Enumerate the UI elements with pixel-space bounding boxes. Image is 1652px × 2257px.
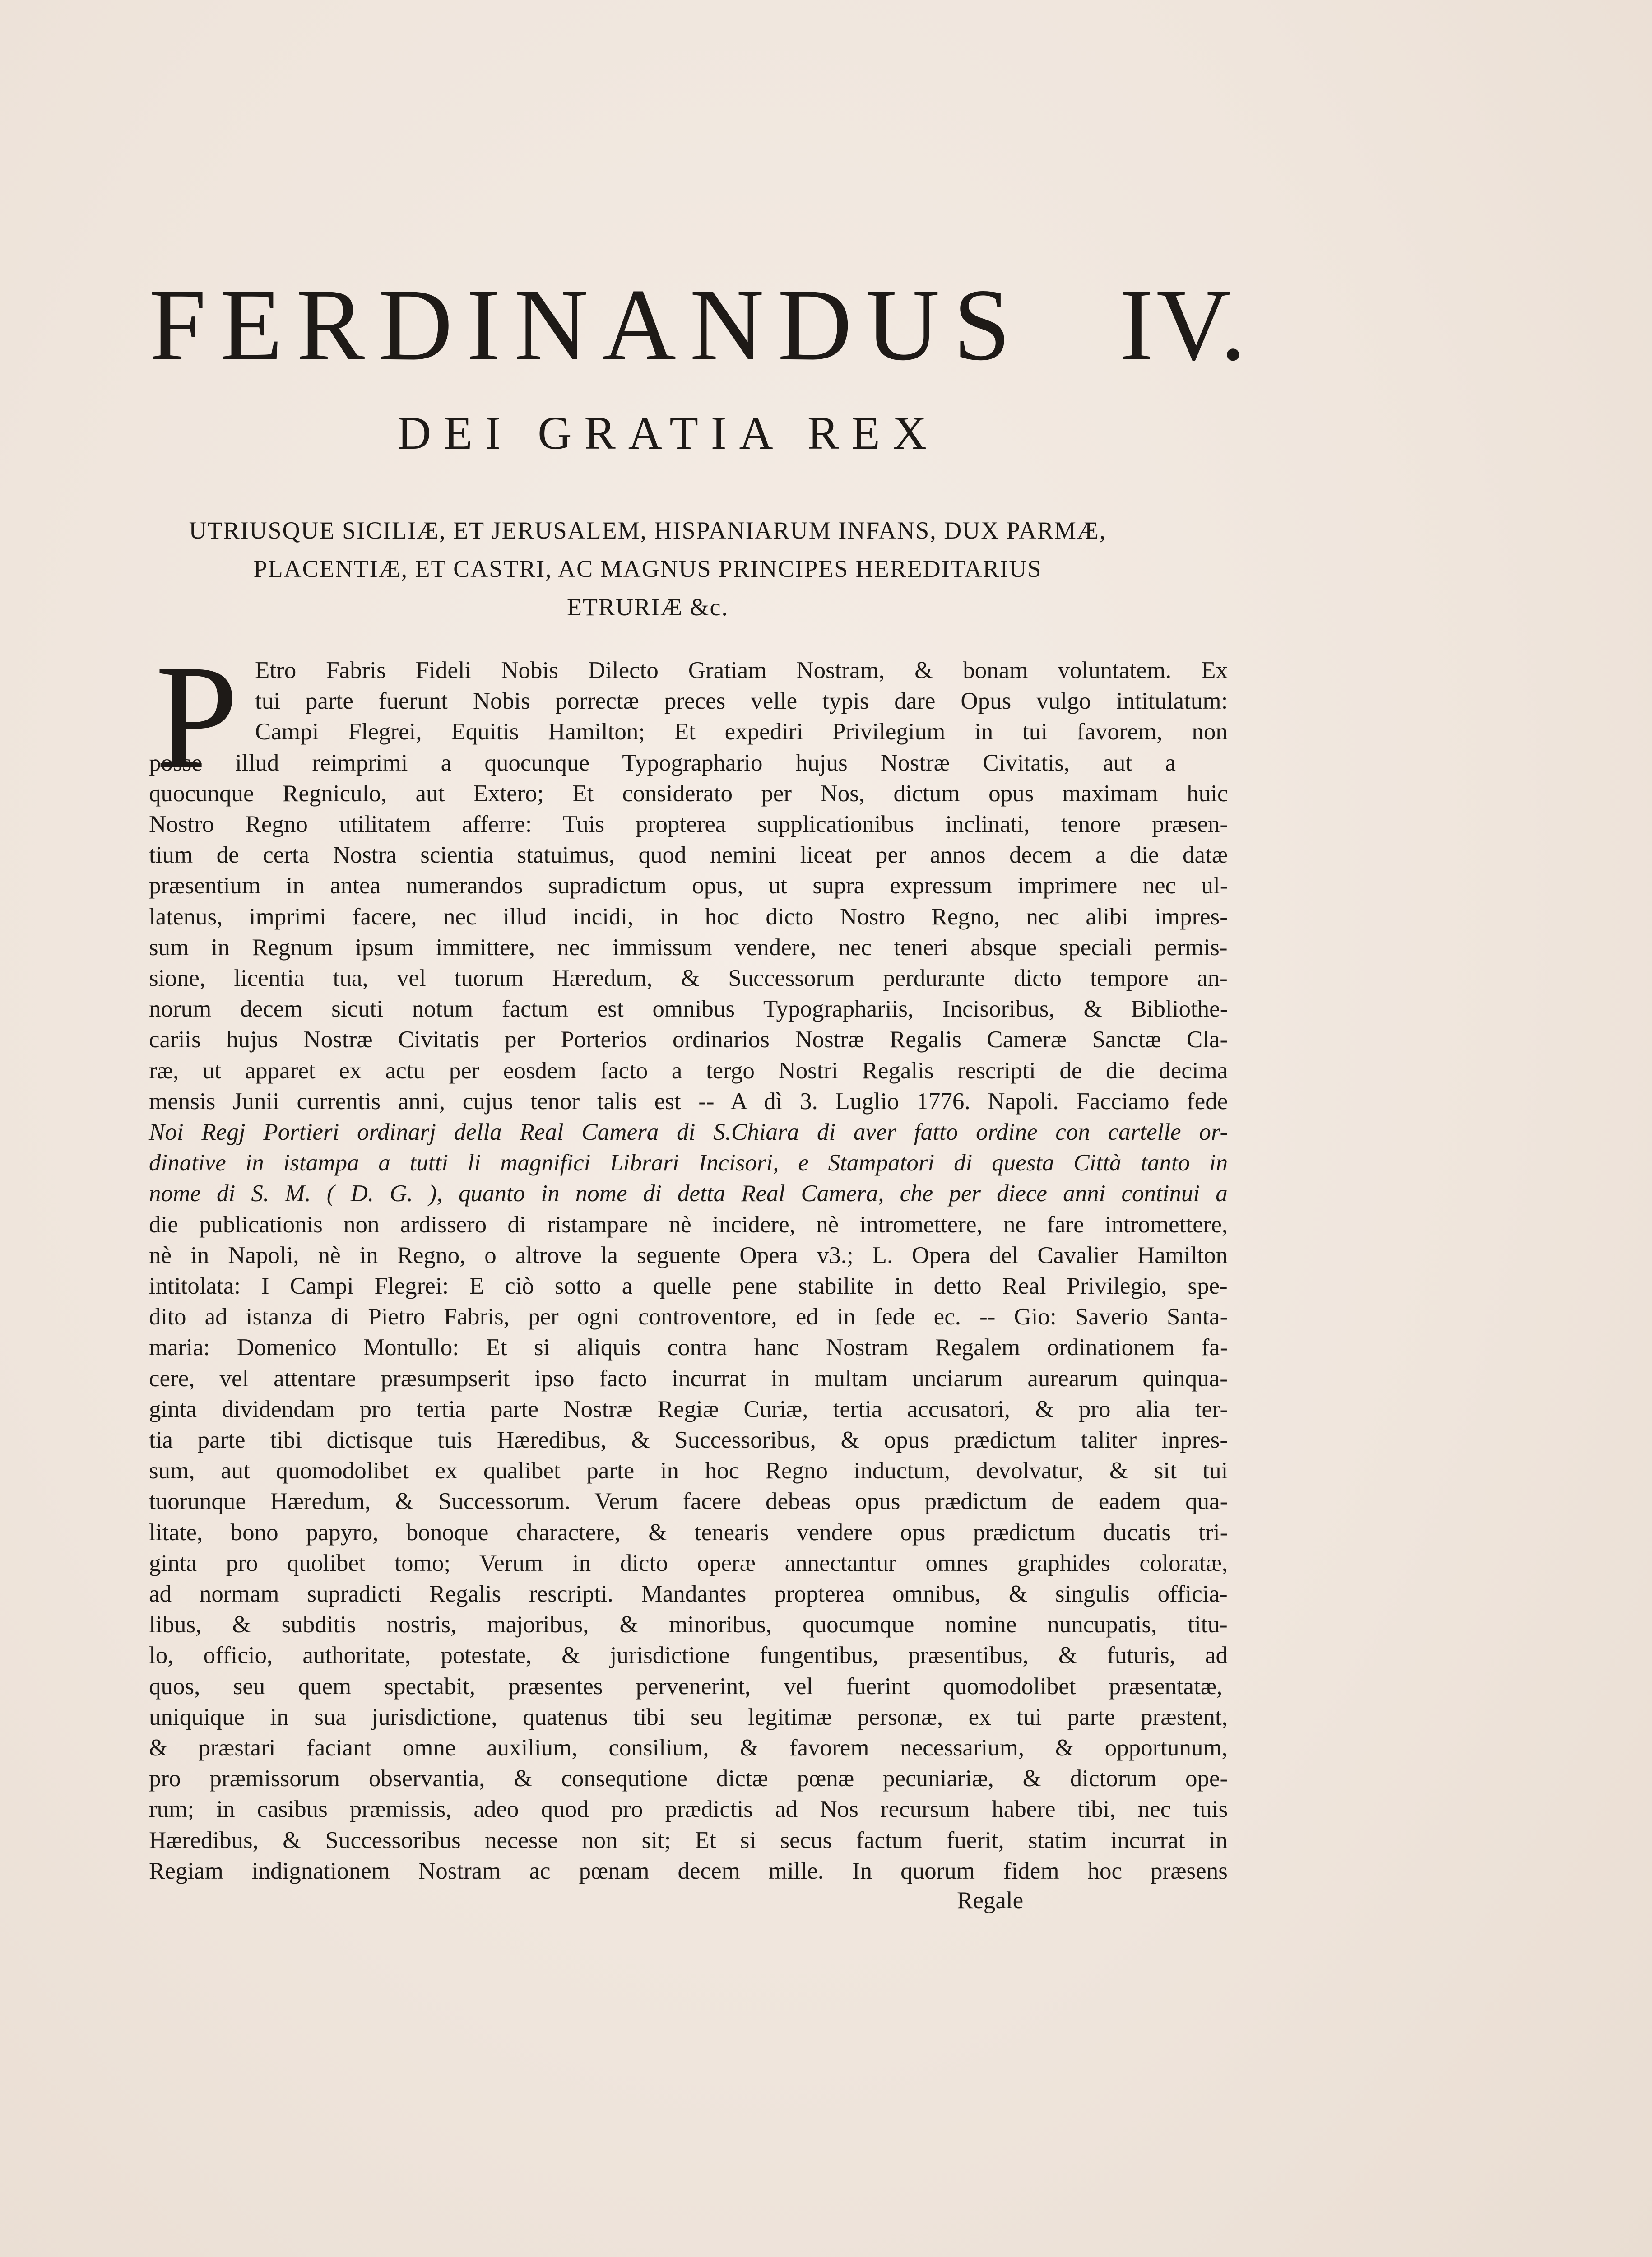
decree-line: nome di S. M. ( D. G. ), quanto in nome di detta Real Camera, che per diece anni continui a	[149, 1180, 1228, 1207]
decree-line: ginta dividendam pro tertia parte Nostræ Regiæ Curiæ, tertia accusatori, & pro alia ter-	[149, 1396, 1228, 1422]
decree-line: nè in Napoli, nè in Regno, o altrove la seguente Opera v3.; L. Opera del Cavalier Hamilton	[149, 1242, 1228, 1268]
decree-line: posse illud reimprimi a quocunque Typographario hujus Nostræ Civitatis, aut a	[149, 749, 1176, 776]
decree-line: Hæredibus, & Successoribus necesse non sit; Et si secus factum fuerit, statim incurrat in	[149, 1827, 1228, 1853]
document-subtitle: DEI GRATIA REX	[397, 407, 939, 459]
decree-line: tium de certa Nostra scientia statuimus, quod nemini liceat per annos decem a die datæ	[149, 842, 1228, 868]
decree-line: sum, aut quomodolibet ex qualibet parte in hoc Regno inductum, devolvatur, & sit tui	[149, 1458, 1228, 1484]
decree-line: tuorunque Hæredum, & Successorum. Verum facere debeas opus prædictum de eadem qua-	[149, 1488, 1228, 1515]
drop-cap: P	[155, 635, 238, 799]
decree-line: rum; in casibus præmissis, adeo quod pro prædictis ad Nos recursum habere tibi, nec tuis	[149, 1796, 1228, 1823]
decree-line: tui parte fuerunt Nobis porrectæ preces velle typis dare Opus vulgo intitulatum:	[255, 688, 1228, 715]
royal-titles-line: PLACENTIÆ, ET CASTRI, AC MAGNUS PRINCIPES HEREDITARIUS	[253, 555, 1042, 582]
decree-line: quos, seu quem spectabit, præsentes pervenerint, vel fuerint quomodolibet præsentatæ,	[149, 1673, 1223, 1700]
decree-line: ad normam supradicti Regalis rescripti. Mandantes propterea omnibus, & singulis officia-	[149, 1581, 1228, 1607]
decree-line: Regiam indignationem Nostram ac pœnam decem mille. In quorum fidem hoc præsens	[149, 1858, 1228, 1884]
decree-line: die publicationis non ardissero di ristampare nè incidere, nè intromettere, ne fare intromettere,	[149, 1211, 1228, 1238]
decree-line: cere, vel attentare præsumpserit ipso facto incurrat in multam unciarum aurearum quinqua-	[149, 1365, 1228, 1392]
title-name: FERDINANDUS	[149, 268, 1024, 382]
decree-line: Nostro Regno utilitatem afferre: Tuis propterea supplicationibus inclinati, tenore præsen-	[149, 811, 1228, 837]
document-title	[149, 268, 1255, 382]
decree-line: præsentium in antea numerandos supradictum opus, ut supra expressum imprimere nec ul-	[149, 873, 1228, 899]
royal-titles-line: UTRIUSQUE SICILIÆ, ET JERUSALEM, HISPANIARUM INFANS, DUX PARMÆ,	[189, 517, 1107, 544]
decree-line: Noi Regj Portieri ordinarj della Real Camera di S.Chiara di aver fatto ordine con cartelle or-	[149, 1119, 1228, 1145]
decree-line: latenus, imprimi facere, nec illud incidi, in hoc dicto Nostro Regno, nec alibi impres-	[149, 903, 1228, 930]
decree-line: & præstari faciant omne auxilium, consilium, & favorem necessarium, & opportunum,	[149, 1735, 1228, 1761]
decree-line: libus, & subditis nostris, majoribus, & minoribus, quocumque nomine nuncupatis, titu-	[149, 1611, 1228, 1638]
decree-line: pro præmissorum observantia, & consequtione dictæ pœnæ pecuniariæ, & dictorum ope-	[149, 1765, 1228, 1792]
decree-line: Campi Flegrei, Equitis Hamilton; Et expediri Privilegium in tui favorem, non	[255, 719, 1228, 745]
catchword: Regale	[957, 1887, 1024, 1913]
decree-line: intitolata: I Campi Flegrei: E ciò sotto a quelle pene stabilite in detto Real Privilegio, spe-	[149, 1273, 1228, 1299]
decree-line: lo, officio, authoritate, potestate, & jurisdictione fungentibus, præsentibus, & futuris, ad	[149, 1642, 1228, 1669]
decree-line: sum in Regnum ipsum immittere, nec immissum vendere, nec teneri absque speciali permis-	[149, 934, 1228, 961]
decree-line: cariis hujus Nostræ Civitatis per Porterios ordinarios Nostræ Regalis Cameræ Sanctæ Cla-	[149, 1026, 1228, 1053]
decree-line: quocunque Regniculo, aut Extero; Et considerato per Nos, dictum opus maximam huic	[149, 780, 1228, 807]
royal-titles-line: ETRURIÆ &c.	[567, 594, 729, 621]
decree-line: ginta pro quolibet tomo; Verum in dicto operæ annectantur omnes graphides coloratæ,	[149, 1550, 1228, 1576]
decree-line: dito ad istanza di Pietro Fabris, per ogni controventore, ed in fede ec. -- Gio: Saverio Santa-	[149, 1304, 1228, 1330]
decree-line: litate, bono papyro, bonoque charactere, & tenearis vendere opus prædictum ducatis tri-	[149, 1519, 1228, 1546]
decree-line: uniquique in sua jurisdictione, quatenus tibi seu legitimæ personæ, ex tui parte præstent,	[149, 1704, 1228, 1730]
decree-line: maria: Domenico Montullo: Et si aliquis contra hanc Nostram Regalem ordinationem fa-	[149, 1334, 1228, 1361]
decree-line: ræ, ut apparet ex actu per eosdem facto a tergo Nostri Regalis rescripti de die decima	[149, 1057, 1228, 1084]
decree-line: mensis Junii currentis anni, cujus tenor talis est -- A dì 3. Luglio 1776. Napoli. Facciamo fede	[149, 1088, 1228, 1115]
title-numeral: IV.	[1119, 268, 1249, 382]
decree-line: norum decem sicuti notum factum est omnibus Typographariis, Incisoribus, & Bibliothe-	[149, 996, 1228, 1022]
decree-line: sione, licentia tua, vel tuorum Hæredum, & Successorum perdurante dicto tempore an-	[149, 965, 1228, 991]
decree-line: tia parte tibi dictisque tuis Hæredibus, & Successoribus, & opus prædictum taliter inpres-	[149, 1427, 1228, 1453]
decree-line: dinative in istampa a tutti li magnifici Librari Incisori, e Stampatori di questa Città tanto in	[149, 1150, 1228, 1176]
decree-line: Etro Fabris Fideli Nobis Dilecto Gratiam Nostram, & bonam voluntatem. Ex	[255, 657, 1228, 683]
